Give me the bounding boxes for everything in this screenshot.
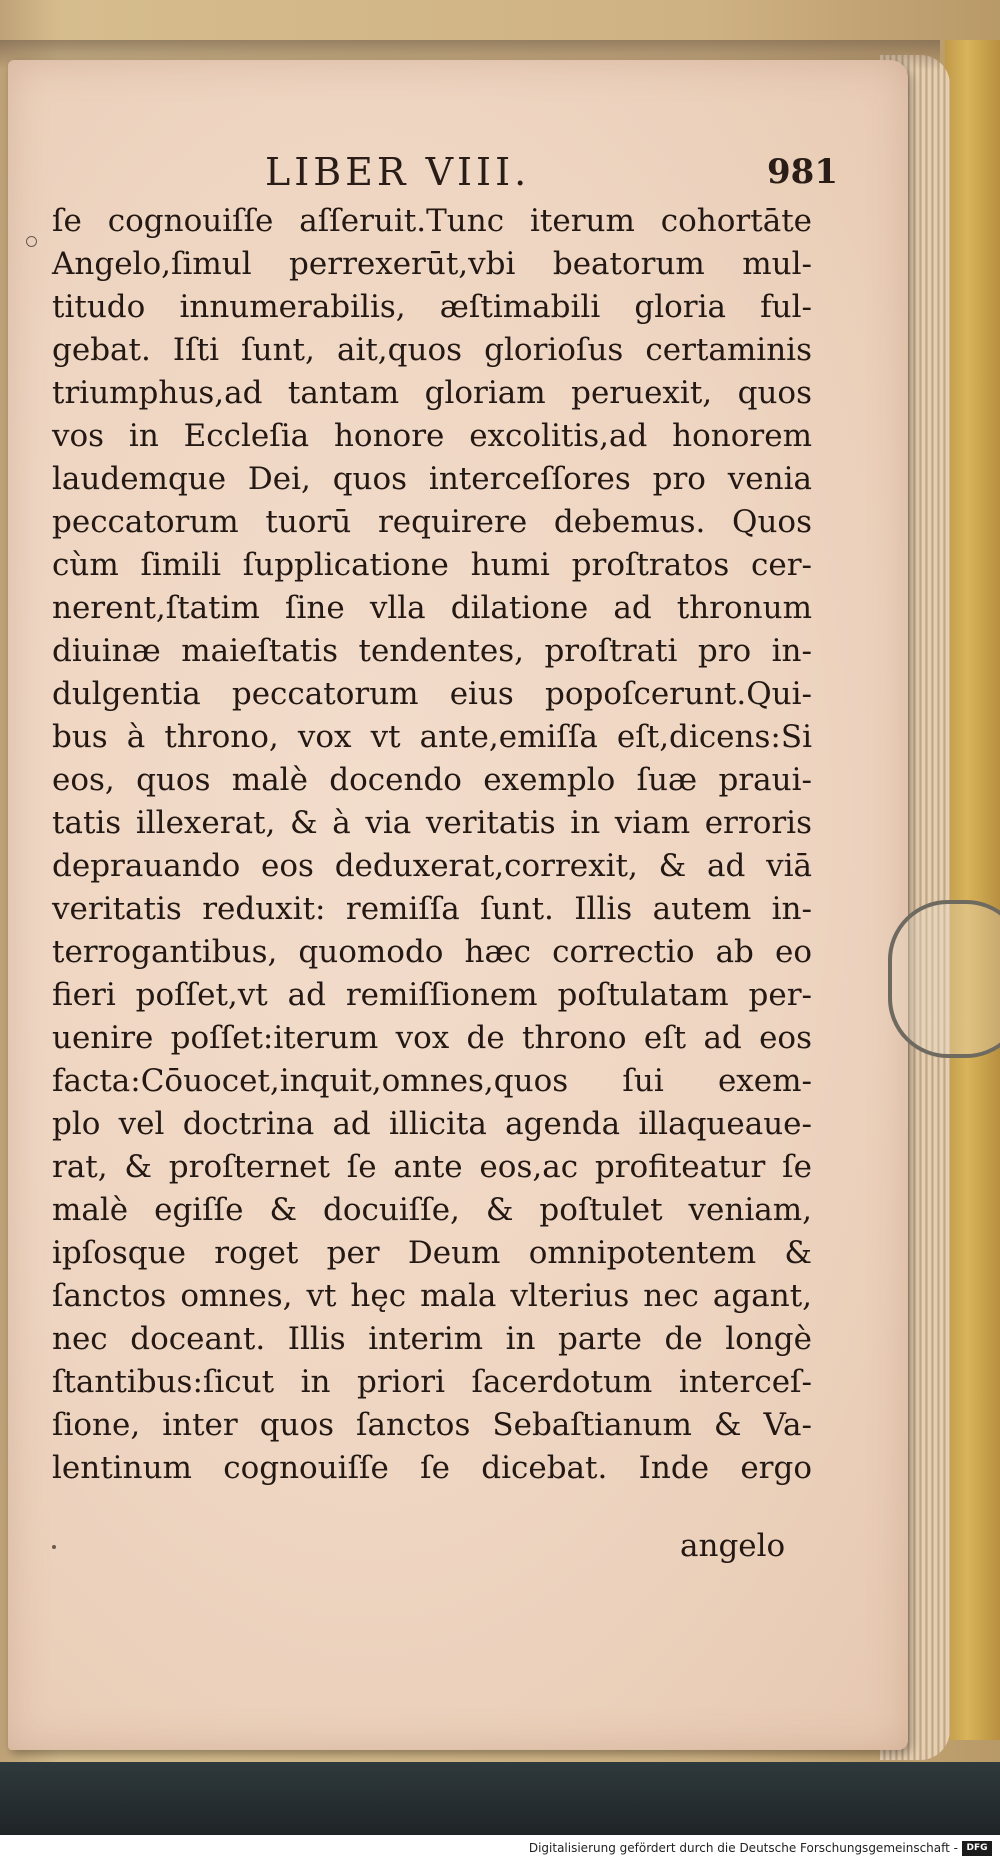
text-line: nerent,ſtatim ſine vlla dilatione ad thronum [52, 590, 812, 626]
scan-bottom-band [0, 1762, 1000, 1835]
text-line: nec doceant. Illis interim in parte de longè [52, 1321, 812, 1357]
text-line: triumphus,ad tantam gloriam peruexit, quos [52, 375, 812, 411]
text-line: ſione, inter quos ſanctos Sebaſtianum & Va- [52, 1407, 812, 1443]
text-line: ſe cognouiſſe aſſeruit.Tunc iterum cohortāte [52, 203, 812, 239]
text-line: Angelo,ſimul perrexerūt,vbi beatorum mul- [52, 246, 812, 282]
text-line: rat, & proſternet ſe ante eos,ac profiteatur ſe [52, 1149, 812, 1185]
text-line: deprauando eos deduxerat,correxit, & ad viā [52, 848, 812, 884]
text-line: bus à throno, vox vt ante,emiſſa eſt,dicens:Si [52, 719, 812, 755]
text-line: veritatis reduxit: remiſſa ſunt. Illis autem in- [52, 891, 812, 927]
text-line: malè egiſſe & docuiſſe, & poſtulet veniam, [52, 1192, 812, 1228]
dfg-logo: DFG [962, 1841, 992, 1856]
text-line: fieri poſſet,vt ad remiſſionem poſtulatam per- [52, 977, 812, 1013]
text-line: gebat. Iſti ſunt, ait,quos glorioſus certaminis [52, 332, 812, 368]
text-line: uenire poſſet:iterum vox de throno eſt ad eos [52, 1020, 812, 1056]
text-line: vos in Eccleſia honore excolitis,ad honorem [52, 418, 812, 454]
text-line: lentinum cognouiſſe ſe dicebat. Inde ergo [52, 1450, 812, 1486]
book-cover-edge [945, 40, 1000, 1740]
text-line: ipſosque roget per Deum omnipotentem & [52, 1235, 812, 1271]
text-line: cùm ſimili ſupplicatione humi proſtratos cer- [52, 547, 812, 583]
text-line: diuinæ maieſtatis tendentes, proſtrati pro in- [52, 633, 812, 669]
text-line: facta:Cōuocet,inquit,omnes,quos ſui exem- [52, 1063, 812, 1099]
catchword: angelo [680, 1528, 786, 1564]
digitization-credit: Digitalisierung gefördert durch die Deutsche Forschungsgemeinschaft - [528, 1841, 958, 1855]
text-line: plo vel doctrina ad illicita agenda illaqueaue- [52, 1106, 812, 1142]
book-clasp [888, 900, 1000, 1058]
page-number: 981 [767, 152, 838, 192]
text-line: tatis illexerat, & à via veritatis in viam erroris [52, 805, 812, 841]
text-line: laudemque Dei, quos interceſſores pro venia [52, 461, 812, 497]
running-title: LIBER VIII. [265, 150, 531, 194]
text-line: titudo innumerabilis, æſtimabili gloria ful- [52, 289, 812, 325]
text-line: peccatorum tuorū requirere debemus. Quos [52, 504, 812, 540]
margin-ink-mark [52, 1545, 56, 1549]
text-line: dulgentia peccatorum eius popoſcerunt.Qui- [52, 676, 812, 712]
margin-ink-mark [26, 236, 37, 247]
text-line: eos, quos malè docendo exemplo ſuæ praui- [52, 762, 812, 798]
page-body-text [52, 200, 812, 1490]
text-line: ſanctos omnes, vt hęc mala vlterius nec agant, [52, 1278, 812, 1314]
footer-bar [0, 1835, 1000, 1862]
text-line: ſtantibus:ſicut in priori ſacerdotum interceſ- [52, 1364, 812, 1400]
page-header [40, 150, 840, 200]
text-line: terrogantibus, quomodo hæc correctio ab eo [52, 934, 812, 970]
